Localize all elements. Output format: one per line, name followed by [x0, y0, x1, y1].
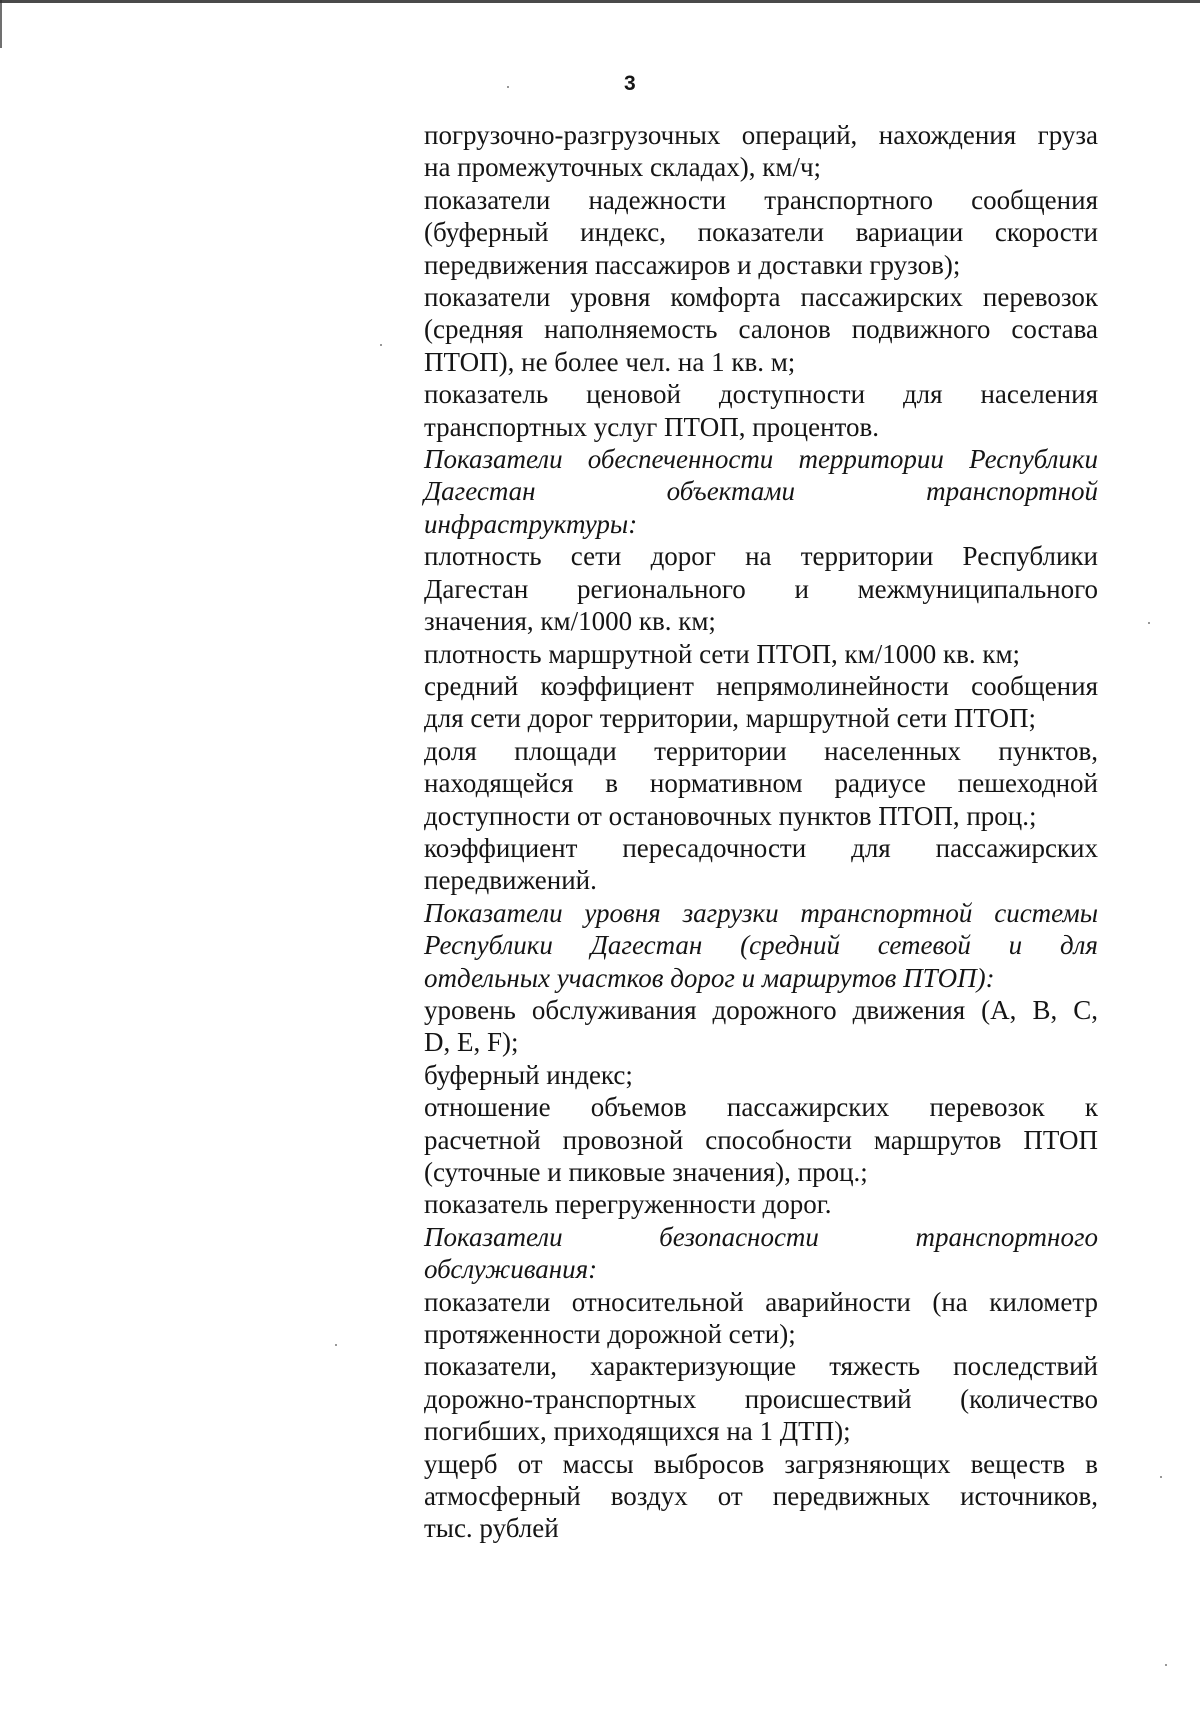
scan-speck — [507, 86, 509, 88]
text-line: (буферный индекс, показатели вариации скорости — [424, 217, 1098, 248]
page-number: 3 — [624, 72, 636, 95]
section-heading-line: Республики Дагестан (средний сетевой и для — [424, 930, 1098, 961]
text-line: показатель ценовой доступности для населения — [424, 379, 1098, 410]
text-line: уровень обслуживания дорожного движения (A, B, C, — [424, 994, 1098, 1025]
text-line: D, E, F); — [424, 1027, 519, 1058]
text-line: погрузочно-разгрузочных операций, нахождения груза — [424, 120, 1098, 150]
text-line: показатели относительной аварийности (на километр — [424, 1286, 1098, 1317]
text-line: доля площади территории населенных пунктов, — [424, 735, 1098, 766]
scan-edge-left — [0, 0, 2, 48]
text-line: передвижения пассажиров и доставки грузов); — [424, 249, 961, 280]
text-line: находящейся в нормативном радиусе пешеходной — [424, 768, 1098, 799]
text-line: дорожно-транспортных происшествий (количество — [424, 1383, 1098, 1414]
scan-speck — [335, 1344, 337, 1346]
text-line: значения, км/1000 кв. км; — [424, 606, 716, 637]
text-line: тыс. рублей — [424, 1513, 559, 1544]
section-heading-line: Показатели обеспеченности территории Республики — [424, 444, 1098, 475]
text-line: Дагестан регионального и межмуниципального — [424, 573, 1098, 604]
text-line: коэффициент пересадочности для пассажирских — [424, 832, 1098, 863]
section-heading-line: Дагестан объектами транспортной — [424, 476, 1098, 507]
text-line: показатель перегруженности дорог. — [424, 1189, 832, 1220]
text-line: на промежуточных складах), км/ч; — [424, 152, 822, 183]
section-heading-line: Показатели уровня загрузки транспортной системы — [424, 897, 1098, 928]
text-line: ущерб от массы выбросов загрязняющих веществ в — [424, 1448, 1098, 1479]
document-body — [424, 119, 1098, 1545]
scan-speck — [1148, 622, 1150, 624]
text-line: погибших, приходящихся на 1 ДТП); — [424, 1416, 851, 1447]
text-line: передвижений. — [424, 865, 597, 896]
text-line: протяженности дорожной сети); — [424, 1319, 796, 1350]
text-line: отношение объемов пассажирских перевозок к — [424, 1092, 1098, 1123]
text-line: показатели надежности транспортного сообщения — [424, 184, 1098, 215]
section-heading-line: отдельных участков дорог и маршрутов ПТОП): — [424, 962, 995, 993]
text-line: расчетной провозной способности маршрутов ПТОП — [424, 1124, 1098, 1155]
text-line: показатели, характеризующие тяжесть последствий — [424, 1351, 1098, 1382]
scan-speck — [1160, 1476, 1162, 1478]
text-line: (суточные и пиковые значения), проц.; — [424, 1157, 868, 1187]
text-line: показатели уровня комфорта пассажирских перевозок — [424, 282, 1098, 313]
text-line: плотность сети дорог на территории Республики — [424, 541, 1098, 572]
text-line: транспортных услуг ПТОП, процентов. — [424, 411, 879, 442]
section-heading-line: Показатели безопасности транспортного — [424, 1221, 1098, 1252]
scan-speck — [380, 344, 382, 346]
scan-speck — [1165, 1664, 1167, 1666]
text-line: ПТОП), не более чел. на 1 кв. м; — [424, 346, 796, 377]
text-line: буферный индекс; — [424, 1059, 633, 1090]
section-heading-line: инфраструктуры: — [424, 508, 638, 539]
section-heading-line: обслуживания: — [424, 1254, 598, 1285]
text-line: плотность маршрутной сети ПТОП, км/1000 кв. км; — [424, 638, 1021, 669]
text-line: (средняя наполняемость салонов подвижного состава — [424, 314, 1098, 345]
scan-edge-top — [0, 0, 1200, 3]
text-line: для сети дорог территории, маршрутной сети ПТОП; — [424, 703, 1037, 734]
text-line: доступности от остановочных пунктов ПТОП, проц.; — [424, 800, 1037, 831]
text-line: атмосферный воздух от передвижных источников, — [424, 1481, 1098, 1512]
text-line: средний коэффициент непрямолинейности сообщения — [424, 670, 1098, 701]
